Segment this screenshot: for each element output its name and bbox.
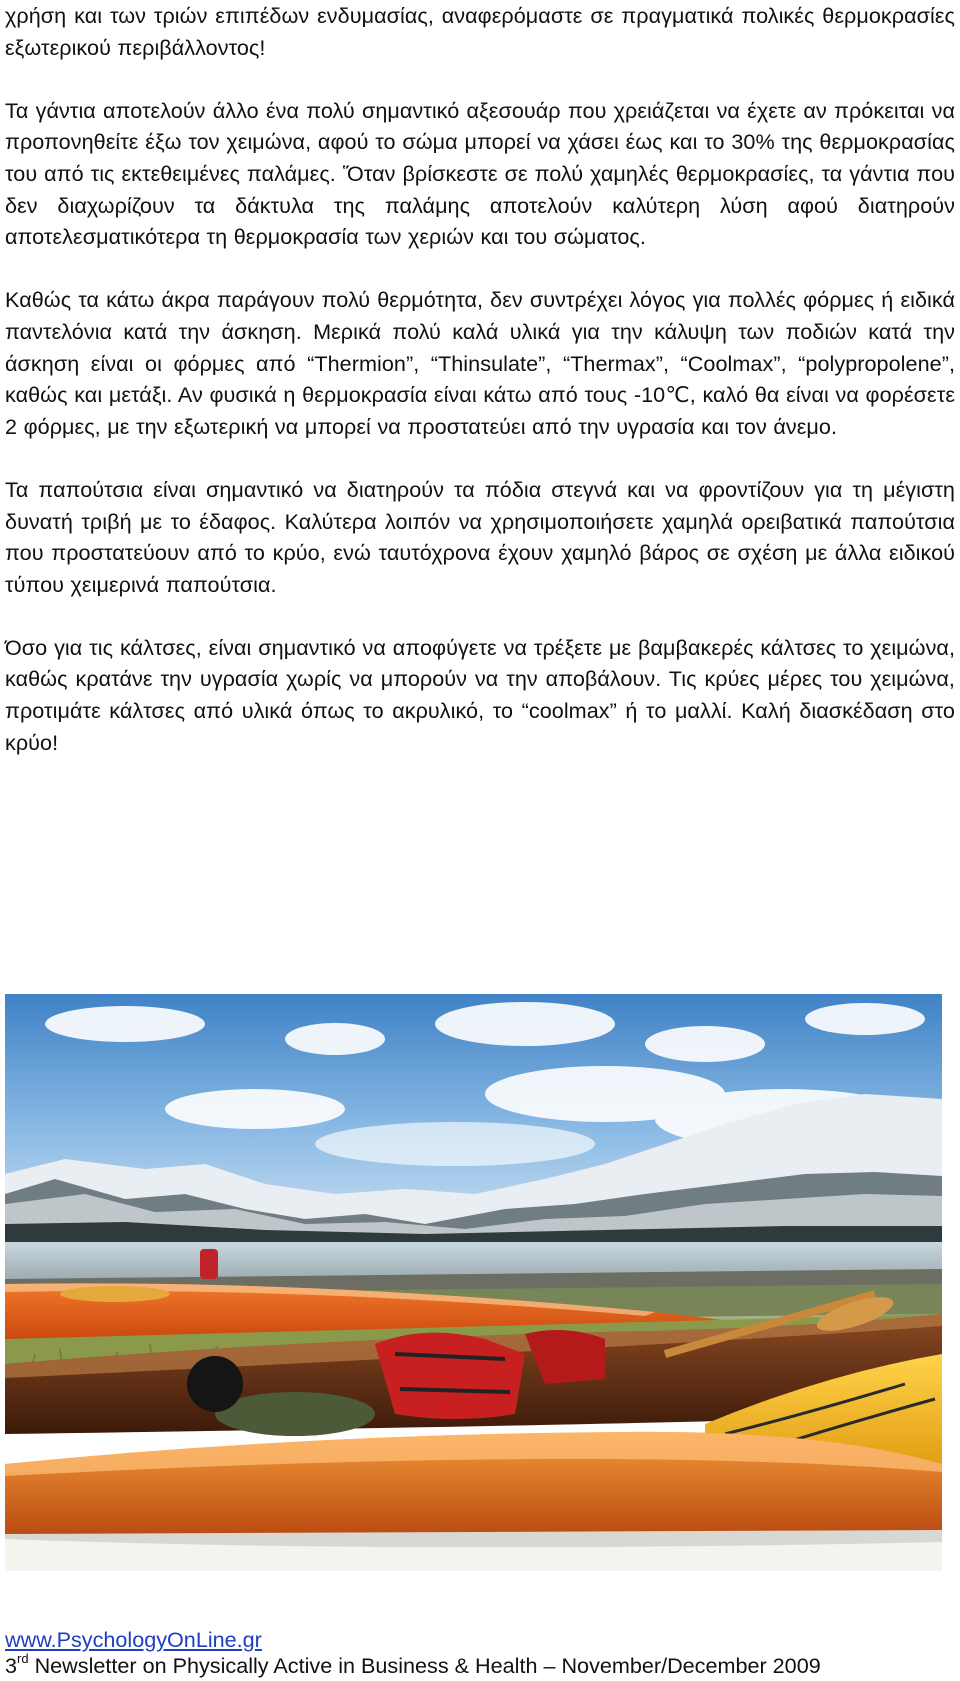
newsletter-line: [5, 1650, 955, 1678]
kayak-landscape-photo: [5, 994, 942, 1571]
article-body: [5, 0, 955, 758]
paragraph-shoes: Τα παπούτσια είναι σημαντικό να διατηρούν τα πόδια στεγνά και να φροντίζουν για τη μέγιστη δυνατή τριβή με το έδαφος. Καλύτερα λοιπόν να χρησιμοποιήσετε χαμηλά ορειβατικά παπούτσια που προστατεύουν από το κρύο, ενώ ταυτόχρονα έχουν χαμηλό βάρος σε σχέση με άλλα ειδικού τύπου χειμερινά παπούτσια.: [5, 476, 955, 597]
landscape-photo-icon: [5, 994, 942, 1571]
paragraph-legwear: Καθώς τα κάτω άκρα παράγουν πολύ θερμότητα, δεν συντρέχει λόγος για πολλές φόρμες ή ειδικά παντελόνια κατά την άσκηση. Μερικά πολύ καλά υλικά για την κάλυψη των ποδιών κατά την άσκηση είναι οι φόρμες από “Thermion”, “Thinsulate”, “Thermax”, “Coolmax”, “polypropolene”, καθώς και μετάξι. Αν φυσικά η θερμοκρασία είναι κάτω από τους -10℃, καλό θα είναι να φορέσετε 2 φόρμες, με την εξωτερική να μπορεί να προστατεύει από την υγρασία και τον άνεμο.: [5, 287, 955, 439]
page-footer: [5, 1627, 955, 1678]
newsletter-title: Newsletter on Physically Active in Business & Health – November/December 2009: [28, 1653, 821, 1678]
website-link[interactable]: www.PsychologyOnLine.gr: [5, 1627, 262, 1652]
issue-suffix: rd: [17, 1650, 29, 1666]
paragraph-socks: Όσο για τις κάλτσες, είναι σημαντικό να αποφύγετε να τρέξετε με βαμβακερές κάλτσες το χειμώνα, καθώς κρατάνε την υγρασία χωρίς να μπορούν να την αποβάλουν. Τις κρύες μέρες του χειμώνα, προτιμάτε κάλτσες από υλικά όπως το ακρυλικό, το “coolmax” ή το μαλλί. Καλή διασκέδαση στο κρύο!: [5, 634, 955, 755]
issue-number: 3: [5, 1653, 18, 1678]
paragraph-intro: χρήση και των τριών επιπέδων ενδυμασίας, αναφερόμαστε σε πραγματικά πολικές θερμοκρασίες εξωτερικού περιβάλλοντος!: [5, 3, 955, 60]
paragraph-gloves: Τα γάντια αποτελούν άλλο ένα πολύ σημαντικό αξεσουάρ που χρειάζεται να έχετε αν πρόκειται να προπονηθείτε έξω τον χειμώνα, αφού το σώμα μπορεί να χάσει έως και το 30% της θερμοκρασίας του από τις εκτεθειμένες παλάμες. Ὅταν βρίσκεστε σε πολύ χαμηλές θερμοκρασίες, τα γάντια που δεν διαχωρίζουν τα δάκτυλα της παλάμης αποτελούν καλύτερη λύση αφού διατηρούν αποτελεσματικότερα τη θερμοκρασία των χεριών και του σώματος.: [5, 97, 955, 250]
